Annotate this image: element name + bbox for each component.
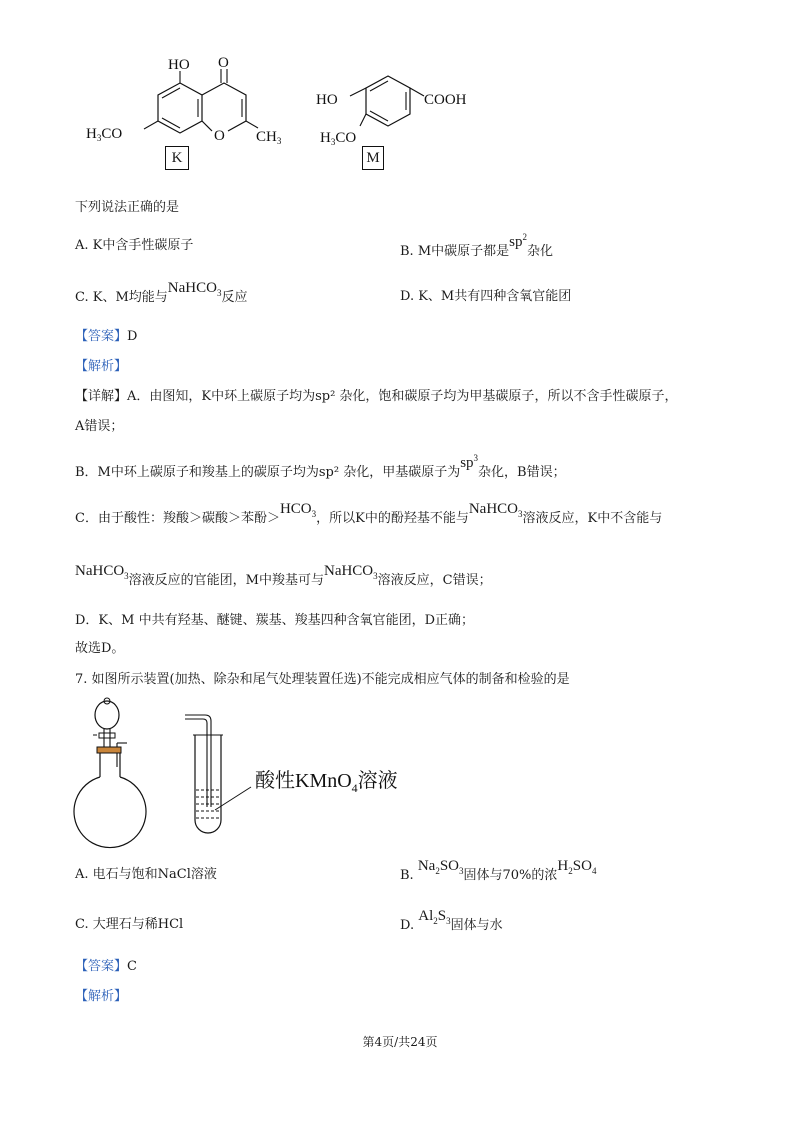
q7-stem: 7. 如图所示装置(加热、除杂和尾气处理装置任选)不能完成相应气体的制备和检验的是: [75, 672, 570, 687]
q6-answer-value: D: [127, 329, 138, 344]
q6-option-b-post: 杂化: [526, 244, 553, 259]
k-ch3-label: $CH_3$: [256, 129, 282, 146]
q6-detail-c2-mid: 溶液反应的官能团，M中羧基可与: [128, 573, 324, 588]
k-ring-o-label: O: [214, 128, 225, 144]
m-cooh-label: COOH: [424, 92, 467, 108]
q6-conclusion: 故选D。: [75, 641, 125, 656]
q6-option-c: [75, 280, 248, 311]
structure-m-label-text: M: [366, 150, 380, 166]
q6-detail-c1: [75, 501, 663, 532]
q6-detail-c2-post: 溶液反应，C错误；: [377, 573, 492, 588]
round-bottom-flask-icon: [74, 753, 146, 848]
structure-m-label: [362, 146, 384, 170]
q6-option-b: [400, 232, 553, 261]
k-och3-label: $H_3CO$: [86, 126, 123, 143]
q6-option-d: D. K、M共有四种含氧官能团: [400, 289, 572, 304]
q6-detail-b: [75, 453, 566, 482]
structure-k-label: [165, 146, 189, 170]
q6-analysis-tag: 【解析】: [75, 359, 128, 374]
q6-option-a: A. K中含手性碳原子: [75, 238, 194, 253]
q6-option-c-post: 反应: [221, 290, 248, 305]
structure-k-label-text: K: [171, 150, 183, 166]
q6-detail-line1: 【详解】A．由图知，K中环上碳原子均为sp² 杂化，饱和碳原子均为甲基碳原子，所以不含手性碳原子，: [75, 389, 678, 404]
q7-option-b-mid: 固体与70%的浓: [463, 868, 558, 883]
q7-option-d-al2s3: $Al_2S_3$: [418, 908, 451, 926]
test-tube-icon: [193, 735, 223, 833]
q7-option-d: [400, 908, 503, 939]
q7-option-b-na2so3: $Na_2SO_3$: [417, 858, 464, 876]
q6-answer-tag: 【答案】: [75, 329, 128, 344]
q7-option-b: [400, 858, 597, 889]
q7-option-d-post: 固体与水: [450, 918, 503, 933]
q7-option-b-h2so4: $H_2SO_4$: [557, 858, 597, 876]
q6-detail-c2-nahco3-2: NaHCO$_3$: [323, 563, 378, 581]
q6-option-c-pre: C. K、M均能与: [75, 290, 168, 305]
q7-option-b-pre: B.: [400, 868, 414, 883]
q6-detail-c2-nahco3: NaHCO$_3$: [75, 563, 129, 581]
q6-detail-b-sp: $sp^3$: [460, 453, 479, 471]
q7-option-d-pre: D.: [400, 918, 415, 933]
q6-detail-c1-hco3: $HCO_3$: [279, 501, 317, 519]
q7-option-a: A. 电石与饱和NaCl溶液: [75, 867, 217, 882]
k-oh-label: HO: [168, 57, 190, 73]
q6-detail-d: D．K、M 中共有羟基、醚键、羰基、羧基四种含氧官能团，D正确；: [75, 613, 475, 628]
kmno4-label: 酸性KMnO$_4$溶液: [255, 770, 398, 795]
q7-answer-value: C: [127, 959, 137, 974]
delivery-tube-icon: [185, 715, 211, 807]
m-och3-label: $H_3CO$: [320, 130, 357, 147]
m-ho-label: HO: [316, 92, 338, 108]
separatory-funnel-icon: [93, 698, 119, 747]
q6-detail-c2: [75, 563, 492, 594]
page-footer: 第4页/共24页: [362, 1035, 438, 1049]
q7-answer: [75, 958, 137, 976]
q7-analysis-tag: 【解析】: [75, 989, 128, 1004]
q6-answer: [75, 328, 137, 346]
k-ketone-o-label: O: [218, 55, 229, 71]
q7-option-c: C. 大理石与稀HCl: [75, 917, 184, 932]
q6-detail-c1-post: 溶液反应，K中不含能与: [522, 511, 663, 526]
q6-detail-c1-nahco3: NaHCO$_3$: [468, 501, 523, 519]
q6-option-c-formula: NaHCO$_3$: [167, 280, 222, 298]
q6-option-b-sp: $sp^2$: [509, 232, 527, 250]
q6-stem: 下列说法正确的是: [75, 200, 180, 215]
q7-answer-tag: 【答案】: [75, 959, 128, 974]
q6-detail-b-post: 杂化，B错误；: [478, 465, 566, 480]
q7-apparatus: [75, 695, 415, 840]
q6-option-b-pre: B. M中碳原子都是: [400, 244, 510, 259]
q6-detail-b-pre: B．M中环上碳原子和羧基上的碳原子均为sp² 杂化，甲基碳原子为: [75, 465, 461, 480]
q6-detail-line2: A错误；: [75, 419, 124, 434]
q6-detail-c1-mid: ，所以K中的酚羟基不能与: [316, 511, 469, 526]
q6-detail-c1-pre: C．由于酸性：羧酸＞碳酸＞苯酚＞: [75, 511, 280, 526]
structure-m: [310, 70, 480, 150]
